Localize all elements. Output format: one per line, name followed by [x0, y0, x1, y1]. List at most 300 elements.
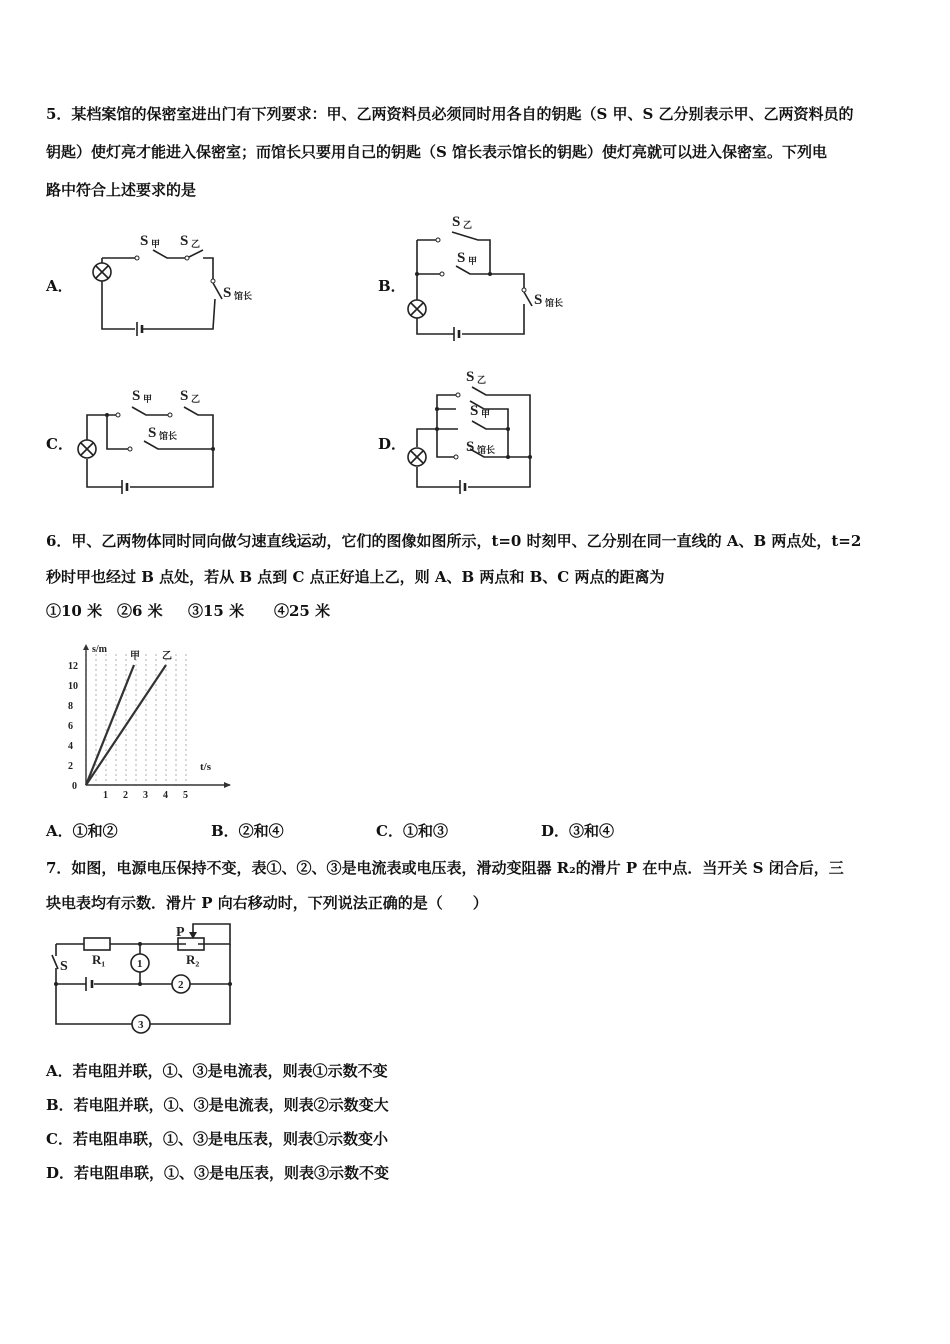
grid-dot — [135, 779, 137, 781]
grid-dot — [155, 724, 157, 726]
grid-dot — [125, 674, 127, 676]
grid-dot — [145, 729, 147, 731]
grid-dot — [125, 759, 127, 761]
grid-dot — [155, 659, 157, 661]
q6-choice-3: ③15 米 — [188, 602, 245, 620]
grid-dot — [125, 774, 127, 776]
y-tick-label: 6 — [68, 721, 73, 732]
grid-dot — [175, 714, 177, 716]
switch-label: S — [180, 233, 189, 249]
lamp-icon — [408, 448, 426, 466]
grid-dot — [115, 754, 117, 756]
grid-dot — [115, 669, 117, 671]
grid-dot — [175, 699, 177, 701]
grid-dot — [145, 669, 147, 671]
grid-dot — [155, 669, 157, 671]
grid-dot — [95, 664, 97, 666]
grid-dot — [175, 724, 177, 726]
grid-dot — [145, 684, 147, 686]
grid-dot — [145, 744, 147, 746]
grid-dot — [175, 684, 177, 686]
meter-2-label: 2 — [178, 979, 184, 991]
grid-dot — [175, 759, 177, 761]
grid-dot — [175, 754, 177, 756]
q5-text-line-2: 钥匙）使灯亮才能进入保密室；而馆长只要用自己的钥匙（S 馆长表示馆长的钥匙）使灯亮就可以进入保密室。下列电 — [46, 143, 828, 161]
grid-dot — [95, 739, 97, 741]
lamp-icon — [78, 440, 96, 458]
grid-dot — [145, 689, 147, 691]
grid-dot — [125, 734, 127, 736]
grid-dot — [135, 689, 137, 691]
grid-dot — [135, 774, 137, 776]
grid-dot — [175, 689, 177, 691]
switch-label: S — [180, 388, 189, 404]
grid-dot — [155, 689, 157, 691]
grid-dot — [185, 724, 187, 726]
q5-option-c-label: C． — [46, 435, 73, 453]
grid-dot — [95, 719, 97, 721]
grid-dot — [135, 684, 137, 686]
grid-dot — [175, 674, 177, 676]
grid-dot — [155, 674, 157, 676]
grid-dot — [115, 719, 117, 721]
grid-dot — [95, 714, 97, 716]
grid-dot — [135, 664, 137, 666]
grid-dot — [155, 664, 157, 666]
grid-dot — [175, 709, 177, 711]
grid-dot — [165, 739, 167, 741]
switch-label: S — [466, 439, 475, 455]
switch-sub-label: 乙 — [191, 239, 201, 249]
grid-dot — [135, 694, 137, 696]
grid-dot — [105, 749, 107, 751]
switch-sub-label: 馆长 — [234, 291, 253, 301]
y-axis-arrow-icon — [83, 644, 89, 650]
r1-label: R₁ — [92, 952, 106, 967]
grid-dot — [175, 729, 177, 731]
grid-dot — [155, 729, 157, 731]
y-axis-label: s/m — [92, 644, 107, 655]
grid-dot — [185, 764, 187, 766]
switch-s-label: S — [60, 959, 68, 974]
grid-dot — [145, 704, 147, 706]
grid-dot — [125, 694, 127, 696]
grid-dot — [115, 734, 117, 736]
q6-choice-4: ④25 米 — [274, 602, 331, 620]
grid-dot — [95, 659, 97, 661]
grid-dot — [95, 749, 97, 751]
grid-dot — [155, 699, 157, 701]
grid-dot — [175, 734, 177, 736]
grid-dot — [155, 759, 157, 761]
q6-answer-d: D．③和④ — [541, 822, 615, 840]
grid-dot — [165, 704, 167, 706]
grid-dot — [95, 674, 97, 676]
grid-dot — [105, 704, 107, 706]
grid-dot — [165, 744, 167, 746]
grid-dot — [105, 664, 107, 666]
grid-dot — [95, 709, 97, 711]
circuit-c-diagram — [70, 385, 240, 500]
lamp-icon — [93, 263, 111, 281]
grid-dot — [145, 749, 147, 751]
grid-dot — [125, 719, 127, 721]
grid-dot — [155, 654, 157, 656]
grid-dot — [115, 664, 117, 666]
q5-option-a-label: A． — [46, 277, 73, 295]
lamp-icon — [408, 300, 426, 318]
grid-dot — [175, 719, 177, 721]
grid-dot — [185, 739, 187, 741]
grid-dot — [125, 764, 127, 766]
grid-dot — [165, 764, 167, 766]
grid-dot — [105, 769, 107, 771]
grid-dot — [145, 654, 147, 656]
x-axis-label: t/s — [200, 761, 211, 773]
switch-sub-label: 馆长 — [545, 298, 564, 308]
grid-dot — [125, 739, 127, 741]
grid-dot — [165, 699, 167, 701]
grid-dot — [165, 774, 167, 776]
grid-dot — [105, 679, 107, 681]
grid-dot — [185, 694, 187, 696]
grid-dot — [135, 719, 137, 721]
grid-dot — [145, 779, 147, 781]
switch-label: S — [457, 250, 466, 266]
grid-dot — [175, 654, 177, 656]
grid-dot — [185, 664, 187, 666]
y-tick-label: 8 — [68, 701, 73, 712]
grid-dot — [115, 744, 117, 746]
grid-dot — [135, 769, 137, 771]
grid-dot — [145, 769, 147, 771]
switch-label: S — [132, 388, 141, 404]
grid-dot — [145, 739, 147, 741]
grid-dot — [145, 754, 147, 756]
origin-tick-label: 0 — [72, 781, 77, 792]
grid-dot — [135, 679, 137, 681]
grid-dot — [115, 659, 117, 661]
grid-dot — [185, 679, 187, 681]
grid-dot — [175, 704, 177, 706]
grid-dot — [105, 719, 107, 721]
y-tick-label: 10 — [68, 681, 78, 692]
grid-dot — [185, 659, 187, 661]
grid-dot — [125, 704, 127, 706]
grid-dot — [95, 669, 97, 671]
grid-dot — [175, 764, 177, 766]
grid-dot — [95, 774, 97, 776]
grid-dot — [135, 669, 137, 671]
q7-option-a: A．若电阻并联，①、③是电流表，则表①示数不变 — [46, 1062, 388, 1080]
grid-dot — [185, 759, 187, 761]
grid-dot — [145, 719, 147, 721]
grid-dot — [115, 694, 117, 696]
grid-dot — [155, 744, 157, 746]
grid-dot — [155, 749, 157, 751]
grid-dot — [165, 754, 167, 756]
grid-dot — [105, 744, 107, 746]
st-graph-chart — [58, 638, 238, 803]
switch-sub-label: 馆长 — [159, 431, 178, 441]
grid-dot — [165, 759, 167, 761]
grid-dot — [165, 689, 167, 691]
grid-dot — [105, 659, 107, 661]
grid-dot — [175, 749, 177, 751]
grid-dot — [155, 684, 157, 686]
r2-label: R₂ — [186, 952, 200, 967]
q6-choice-1: ①10 米 — [46, 602, 103, 620]
q7-option-d: D．若电阻串联，①、③是电压表，则表③示数不变 — [46, 1164, 390, 1182]
grid-dot — [125, 754, 127, 756]
grid-dot — [145, 699, 147, 701]
grid-dot — [135, 724, 137, 726]
grid-dot — [185, 774, 187, 776]
grid-dot — [185, 704, 187, 706]
grid-dot — [125, 654, 127, 656]
circuit-d-diagram — [400, 365, 550, 500]
grid-dot — [175, 694, 177, 696]
grid-dot — [145, 724, 147, 726]
q5-option-b-label: B． — [378, 277, 406, 295]
grid-dot — [95, 694, 97, 696]
grid-dot — [105, 774, 107, 776]
grid-dot — [165, 714, 167, 716]
series-label-yi: 乙 — [162, 651, 172, 662]
x-tick-label: 3 — [143, 790, 148, 801]
grid-dot — [135, 739, 137, 741]
grid-dot — [175, 769, 177, 771]
grid-dot — [145, 734, 147, 736]
q6-answer-b: B．②和④ — [211, 822, 284, 840]
grid-dot — [125, 659, 127, 661]
grid-dot — [185, 654, 187, 656]
q6-text-line-1: 6．甲、乙两物体同时同向做匀速直线运动，它们的图像如图所示，t=0 时刻甲、乙分别在同一直线的 A、B 两点处，t=2 — [46, 532, 862, 550]
grid-dot — [155, 709, 157, 711]
grid-dot — [135, 714, 137, 716]
switch-sub-label: 乙 — [191, 394, 201, 404]
grid-dot — [115, 654, 117, 656]
grid-dot — [105, 779, 107, 781]
switch-label: S — [452, 214, 461, 230]
grid-dot — [105, 759, 107, 761]
switch-label: S — [470, 403, 479, 419]
grid-dot — [95, 734, 97, 736]
grid-dot — [115, 699, 117, 701]
grid-dot — [135, 704, 137, 706]
switch-label: S — [223, 285, 232, 301]
grid-dot — [175, 669, 177, 671]
grid-dot — [115, 684, 117, 686]
grid-dot — [135, 764, 137, 766]
grid-dot — [185, 754, 187, 756]
grid-dot — [155, 779, 157, 781]
q7-option-b: B．若电阻并联，①、③是电流表，则表②示数变大 — [46, 1096, 389, 1114]
switch-label: S — [466, 369, 475, 385]
grid-dot — [115, 759, 117, 761]
grid-dot — [145, 764, 147, 766]
grid-dot — [185, 744, 187, 746]
resistor-r1 — [84, 938, 110, 950]
grid-dot — [175, 679, 177, 681]
grid-dot — [175, 659, 177, 661]
grid-dot — [125, 714, 127, 716]
grid-dot — [185, 734, 187, 736]
grid-dot — [145, 679, 147, 681]
grid-dot — [165, 769, 167, 771]
grid-dot — [105, 699, 107, 701]
grid-dot — [175, 739, 177, 741]
grid-dot — [165, 749, 167, 751]
grid-dot — [165, 709, 167, 711]
grid-dot — [185, 684, 187, 686]
meter-3-label: 3 — [138, 1019, 144, 1031]
x-axis-arrow-icon — [224, 782, 231, 788]
switch-label: S — [534, 292, 543, 308]
q7-text-line-1: 7．如图，电源电压保持不变，表①、②、③是电流表或电压表，滑动变阻器 R₂的滑片 P 在中点．当开关 S 闭合后，三 — [46, 859, 844, 877]
grid-dot — [105, 709, 107, 711]
grid-dot — [155, 734, 157, 736]
grid-dot — [135, 749, 137, 751]
grid-dot — [145, 709, 147, 711]
grid-dot — [175, 779, 177, 781]
y-tick-label: 2 — [68, 761, 73, 772]
switch-label: S — [140, 233, 149, 249]
grid-dot — [175, 774, 177, 776]
grid-dot — [165, 674, 167, 676]
q7-circuit-diagram — [46, 920, 241, 1040]
switch-sub-label: 甲 — [143, 394, 153, 404]
q6-answer-a: A．①和② — [46, 822, 118, 840]
grid-dot — [165, 734, 167, 736]
grid-dot — [155, 774, 157, 776]
q6-choice-2: ②6 米 — [117, 602, 163, 620]
grid-dot — [95, 724, 97, 726]
meter-1-label: 1 — [137, 958, 143, 970]
grid-dot — [115, 674, 117, 676]
grid-dot — [95, 699, 97, 701]
grid-dot — [125, 709, 127, 711]
grid-dot — [115, 769, 117, 771]
switch-sub-label: 甲 — [151, 239, 161, 249]
q6-answer-c: C．①和③ — [376, 822, 448, 840]
grid-dot — [105, 714, 107, 716]
q7-option-c: C．若电阻串联，①、③是电压表，则表①示数变小 — [46, 1130, 388, 1148]
circuit-a-diagram — [85, 225, 275, 345]
grid-dot — [115, 724, 117, 726]
grid-dot — [155, 739, 157, 741]
q6-text-line-2: 秒时甲也经过 B 点处，若从 B 点到 C 点正好追上乙，则 A、B 两点和 B、C 两点的距离为 — [46, 568, 665, 586]
grid-dot — [185, 714, 187, 716]
grid-dot — [185, 669, 187, 671]
grid-dot — [95, 689, 97, 691]
grid-dot — [115, 774, 117, 776]
grid-dot — [145, 759, 147, 761]
grid-dot — [155, 754, 157, 756]
grid-dot — [145, 714, 147, 716]
grid-dot — [105, 674, 107, 676]
grid-dot — [95, 729, 97, 731]
series-label-jia: 甲 — [130, 651, 140, 662]
grid-dot — [105, 684, 107, 686]
x-tick-label: 1 — [103, 790, 108, 801]
x-tick-label: 2 — [123, 790, 128, 801]
grid-dot — [175, 664, 177, 666]
grid-dot — [155, 769, 157, 771]
grid-dot — [185, 769, 187, 771]
grid-dot — [165, 694, 167, 696]
switch-sub-label: 乙 — [477, 375, 487, 385]
grid-dot — [125, 664, 127, 666]
grid-dot — [145, 664, 147, 666]
grid-dot — [105, 724, 107, 726]
x-tick-label: 4 — [163, 790, 168, 801]
q5-text-line-1: 5．某档案馆的保密室进出门有下列要求：甲、乙两资料员必须同时用各自的钥匙（S 甲、S 乙分别表示甲、乙两资料员的 — [46, 105, 854, 123]
switch-sub-label: 甲 — [468, 256, 478, 266]
grid-dot — [95, 679, 97, 681]
q5-text-line-3: 路中符合上述要求的是 — [46, 181, 197, 199]
grid-dot — [115, 779, 117, 781]
grid-dot — [185, 699, 187, 701]
grid-dot — [165, 679, 167, 681]
grid-dot — [125, 729, 127, 731]
grid-dot — [185, 674, 187, 676]
grid-dot — [185, 779, 187, 781]
grid-dot — [95, 684, 97, 686]
grid-dot — [185, 729, 187, 731]
grid-dot — [185, 719, 187, 721]
grid-dot — [135, 759, 137, 761]
grid-dot — [125, 669, 127, 671]
grid-dot — [105, 669, 107, 671]
grid-dot — [125, 779, 127, 781]
grid-dot — [115, 729, 117, 731]
grid-dot — [165, 779, 167, 781]
grid-dot — [115, 679, 117, 681]
grid-dot — [125, 769, 127, 771]
grid-dot — [185, 689, 187, 691]
grid-dot — [165, 684, 167, 686]
grid-dot — [145, 659, 147, 661]
grid-dot — [135, 699, 137, 701]
grid-dot — [115, 689, 117, 691]
grid-dot — [155, 764, 157, 766]
grid-dot — [155, 704, 157, 706]
y-tick-label: 4 — [68, 741, 73, 752]
grid-dot — [125, 749, 127, 751]
switch-sub-label: 甲 — [481, 409, 491, 419]
switch-sub-label: 馆长 — [477, 445, 496, 455]
grid-dot — [135, 734, 137, 736]
q7-text-line-2: 块电表均有示数．滑片 P 向右移动时，下列说法正确的是（ ） — [46, 894, 488, 912]
grid-dot — [95, 779, 97, 781]
circuit-b-diagram — [400, 210, 590, 345]
y-tick-label: 12 — [68, 661, 78, 672]
switch-label: S — [148, 425, 157, 441]
grid-dot — [135, 754, 137, 756]
x-tick-label: 5 — [183, 790, 188, 801]
grid-dot — [165, 669, 167, 671]
grid-dot — [185, 709, 187, 711]
grid-dot — [105, 764, 107, 766]
grid-dot — [145, 674, 147, 676]
grid-dot — [165, 729, 167, 731]
grid-dot — [115, 749, 117, 751]
grid-dot — [125, 699, 127, 701]
grid-dot — [95, 744, 97, 746]
grid-dot — [105, 694, 107, 696]
grid-dot — [165, 719, 167, 721]
